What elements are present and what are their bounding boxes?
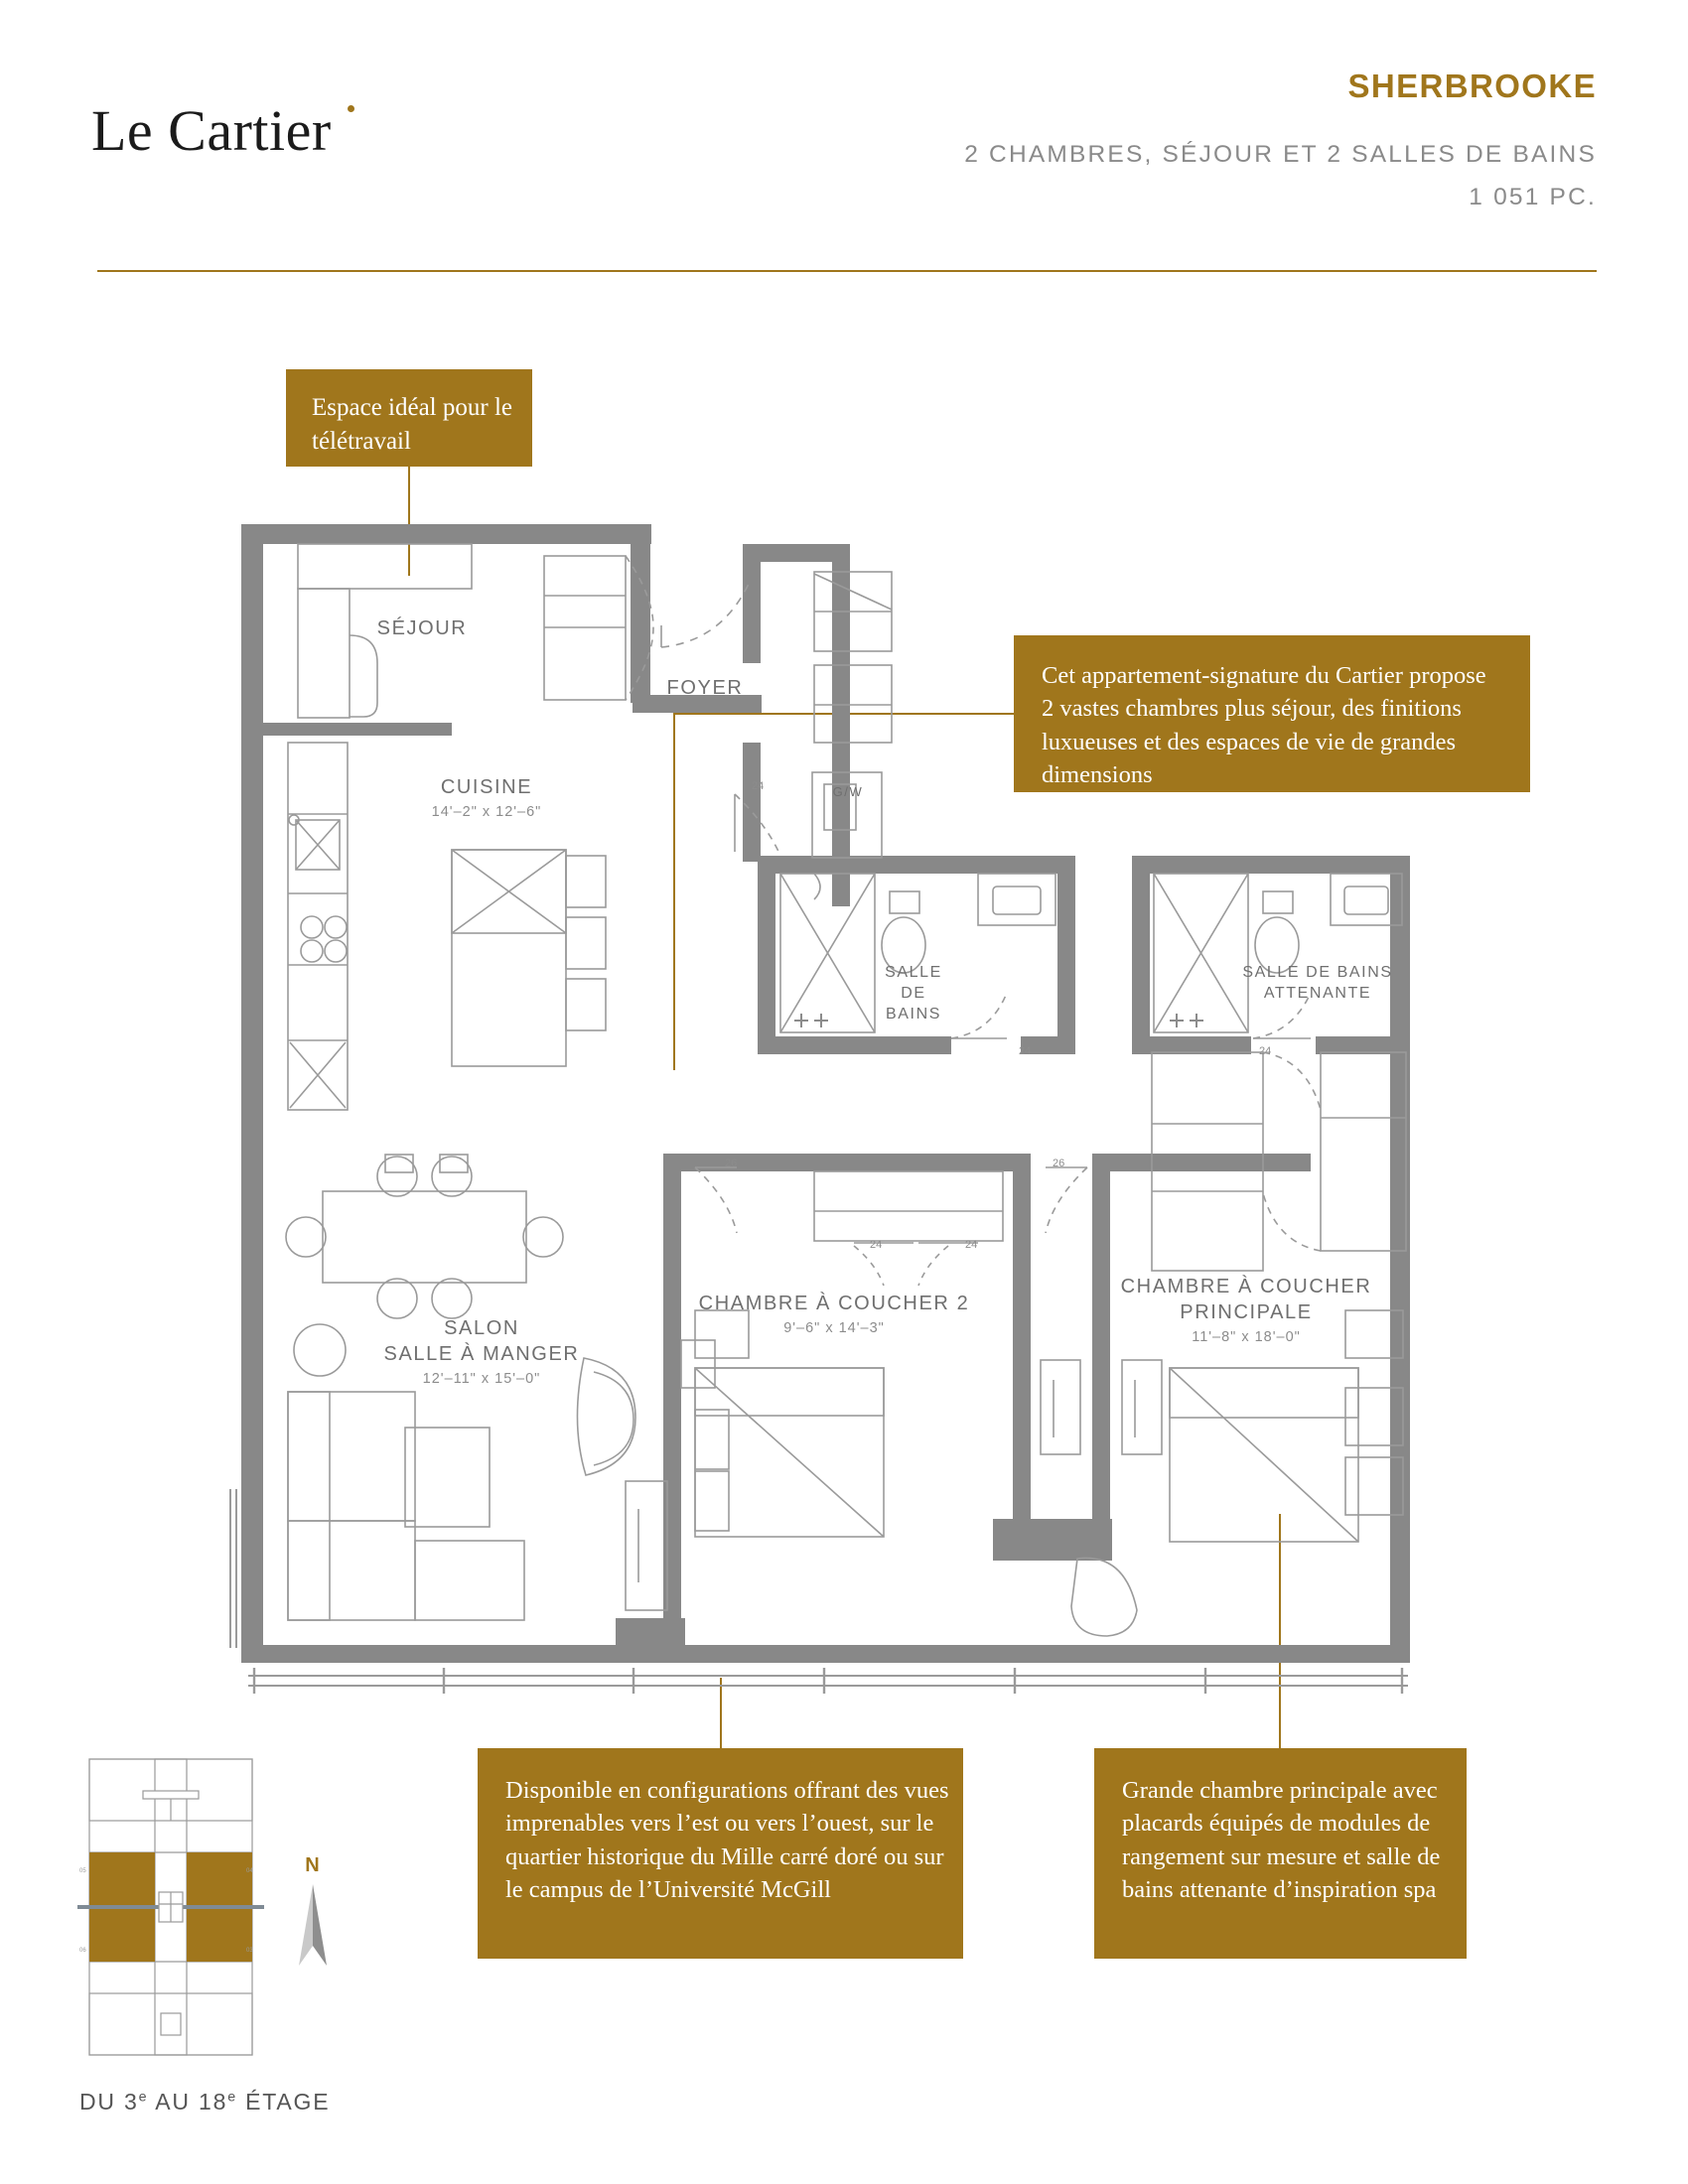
- foyer-closet: [814, 572, 892, 743]
- svg-text:24: 24: [870, 1239, 883, 1251]
- svg-text:24: 24: [1019, 1045, 1032, 1057]
- key-plan-floors-label: DU 3e AU 18e ÉTAGE: [79, 2089, 331, 2115]
- svg-text:24: 24: [965, 1239, 978, 1251]
- compass-north-label: N: [305, 1854, 321, 1876]
- room-label-salle-de-bains-attenante: SALLE DE BAINS ATTENANTE: [1242, 964, 1393, 1002]
- kitchen-cabinets: [288, 743, 348, 1110]
- room-label-sejour: SÉJOUR: [376, 617, 468, 639]
- door-size-tags: [725, 780, 1271, 1251]
- foyer-door: [661, 584, 749, 647]
- ensuite-bathroom-fixtures: [1154, 874, 1402, 1038]
- svg-text:03: 03: [246, 1948, 253, 1954]
- label-washer-dryer: G/W: [832, 784, 864, 799]
- brand-name: Le Cartier: [91, 98, 332, 163]
- page-title: SHERBROOKE: [1347, 68, 1597, 104]
- svg-text:24: 24: [1259, 1045, 1272, 1057]
- svg-text:26: 26: [1053, 1158, 1065, 1169]
- room-label-foyer: FOYER: [666, 677, 744, 699]
- walls: [241, 524, 1410, 1663]
- room-label-salle-de-bains: SALLE DE BAINS: [885, 964, 942, 1023]
- svg-text:24: 24: [752, 780, 765, 792]
- room-label-chambre-principale: CHAMBRE À COUCHER PRINCIPALE 11'–8" x 18'–0": [1120, 1276, 1372, 1345]
- dining-set: [286, 1155, 563, 1318]
- unit-area: 1 051 PC.: [1469, 184, 1597, 210]
- svg-text:06: 06: [79, 1948, 86, 1954]
- callout-signature: Cet appartement-signature du Cartier propose 2 vastes chambres plus séjour, des finitions luxueuses et des espaces de vie de grandes dimensions: [1014, 635, 1530, 792]
- room-label-chambre-2: CHAMBRE À COUCHER 2 9'–6" x 14'–3": [698, 1293, 970, 1336]
- window-band-bottom: [248, 1668, 1408, 1694]
- room-label-cuisine: CUISINE 14'–2" x 12'–6": [431, 776, 542, 820]
- kitchen-island: [452, 850, 606, 1066]
- window-band-left: [230, 1489, 236, 1648]
- svg-text:26: 26: [725, 1158, 738, 1169]
- compass-needle-icon: [280, 1880, 346, 1979]
- callout-telework: Espace idéal pour le télétravail: [286, 369, 532, 467]
- unit-description: 2 CHAMBRES, SÉJOUR ET 2 SALLES DE BAINS: [964, 141, 1597, 168]
- svg-text:05: 05: [79, 1868, 86, 1874]
- callout-views: Disponible en configurations offrant des vues imprenables vers l’est ou vers l’ouest, sur le quartier historique du Mille carré doré ou sur le campus de l’Université McGill: [478, 1748, 963, 1959]
- ordinal-suffix-1: e: [138, 2089, 149, 2106]
- key-plan: [77, 1753, 264, 2061]
- room-label-salon-salle-a-manger: SALON SALLE À MANGER 12'–11" x 15'–0": [383, 1317, 580, 1387]
- compass: [280, 1854, 346, 1983]
- callout-master: Grande chambre principale avec placards équipés de modules de rangement sur mesure et salle de bains attenante d’inspiration spa: [1094, 1748, 1467, 1959]
- ordinal-suffix-2: e: [227, 2089, 237, 2106]
- svg-text:04: 04: [246, 1868, 253, 1874]
